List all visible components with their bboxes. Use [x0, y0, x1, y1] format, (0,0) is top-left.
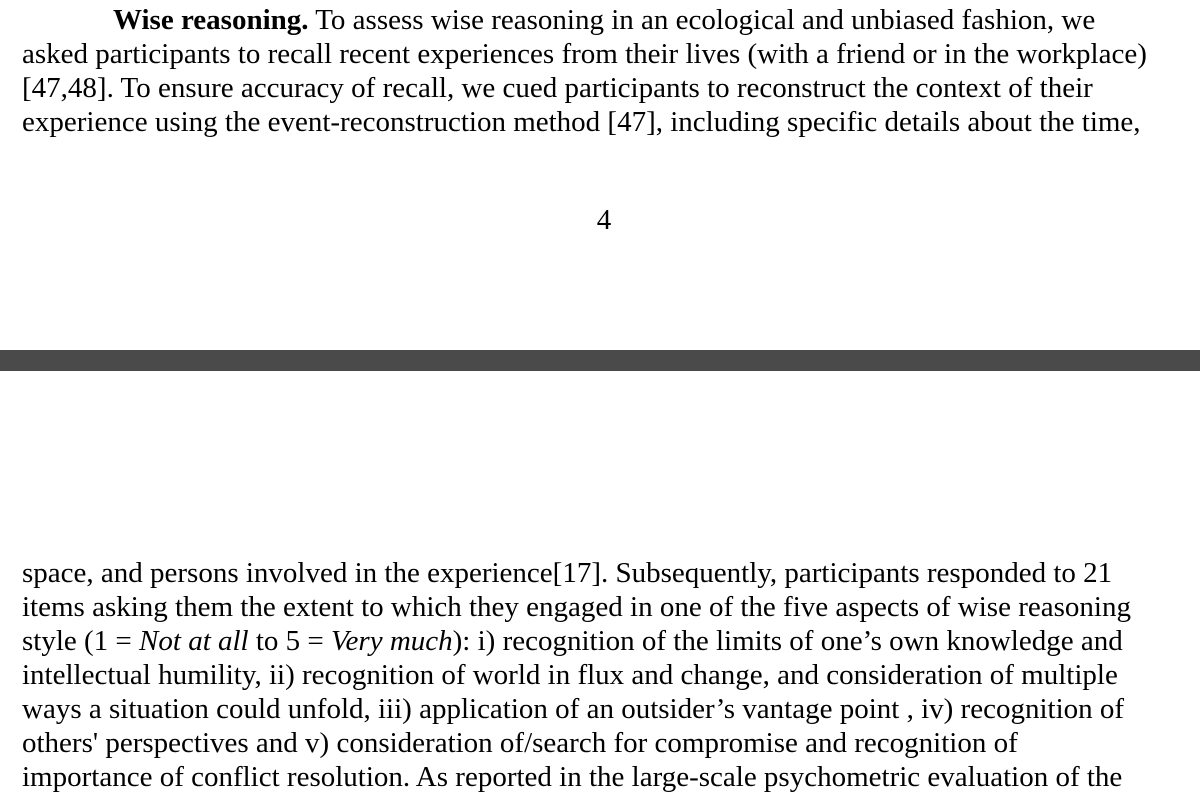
scale-anchor-high: Very much	[331, 625, 453, 657]
text-segment: ): i) recognition of the limits of one’s own knowledge and	[452, 625, 1123, 657]
paragraph-line-1	[113, 3, 1095, 37]
scale-anchor-low: Not at all	[139, 625, 249, 657]
page-lower	[0, 371, 1200, 796]
paragraph-line-9: ways a situation could unfold, iii) application of an outsider’s vantage point , iv) recognition of	[22, 693, 1125, 725]
page-upper	[0, 0, 1200, 350]
paragraph-line-2: asked participants to recall recent experiences from their lives (with a friend or in the workplace)	[22, 38, 1147, 70]
paragraph-line-8: intellectual humility, ii) recognition of world in flux and change, and consideration of multiple	[22, 659, 1118, 691]
paragraph-line-11: importance of conflict resolution. As reported in the large-scale psychometric evaluation of the	[22, 761, 1123, 793]
text-segment: style (1 =	[22, 625, 140, 657]
section-heading: Wise reasoning.	[113, 4, 309, 36]
paragraph-line-4: experience using the event-reconstruction method [47], including specific details about the time,	[22, 106, 1141, 138]
paragraph-line-3: [47,48]. To ensure accuracy of recall, we cued participants to reconstruct the context of their	[22, 72, 1093, 104]
paragraph-text: To assess wise reasoning in an ecological and unbiased fashion, we	[308, 4, 1096, 36]
paragraph-line-6: items asking them the extent to which they engaged in one of the five aspects of wise reasoning	[22, 591, 1131, 623]
page-number: 4	[596, 204, 612, 236]
page-break-divider	[0, 350, 1200, 371]
paragraph-line-7	[22, 624, 1123, 658]
paragraph-line-5: space, and persons involved in the experience[17]. Subsequently, participants responded to 21	[22, 557, 1113, 589]
text-segment: to 5 =	[248, 625, 332, 657]
paragraph-line-10: others' perspectives and v) consideration of/search for compromise and recognition of	[22, 727, 1018, 759]
